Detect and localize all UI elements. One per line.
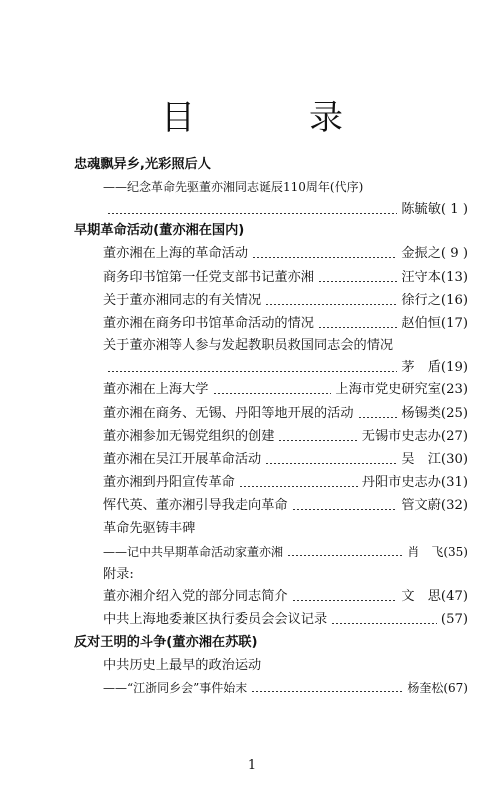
toc-entry-title: ——纪念革命先驱董亦湘同志诞辰110周年(代序): [103, 180, 364, 194]
toc-entry-title: 附录:: [103, 567, 134, 582]
toc-entry-title: 忠魂飘异乡,光彩照后人: [74, 157, 211, 172]
toc-entry: [103, 565, 468, 585]
toc-entry-author-page: 金振之( 9 ): [401, 246, 468, 261]
toc-entry-title: 中共历史上最早的政治运动: [103, 658, 262, 673]
toc-entry-author-page: 无锡市史志办(27): [361, 429, 468, 444]
toc-entry-title: 早期革命活动(董亦湘在国内): [74, 223, 245, 238]
toc-entry: [103, 244, 468, 264]
toc-entry-author-page: 吴 江(30): [401, 452, 468, 467]
toc-entry: [103, 610, 468, 630]
page-number: 1: [247, 758, 257, 773]
toc-entry-title: 董亦湘在上海大学: [103, 382, 209, 397]
toc-entry: [74, 633, 468, 653]
toc-entry-author-page: 丹阳市史志办(31): [361, 475, 468, 490]
toc-entry: [103, 404, 468, 424]
toc-entry-title: 董亦湘在吴江开展革命活动: [103, 452, 262, 467]
toc-entry-author-page: 徐行之(16): [401, 293, 468, 308]
toc-entry: [103, 177, 468, 197]
toc-entry: [103, 678, 468, 698]
toc-entry: [103, 473, 468, 493]
toc-entry: [103, 587, 468, 607]
dot-leader: [252, 257, 397, 258]
toc-entry-title: 董亦湘参加无锡党组织的创建: [103, 429, 275, 444]
toc-entry: [103, 427, 468, 447]
dot-leader: [318, 327, 397, 328]
toc-entry-author-page: 杨锡类(25): [401, 406, 468, 421]
dot-leader: [265, 304, 397, 305]
dot-leader: [107, 213, 397, 214]
dot-leader: [292, 600, 398, 601]
toc-entry-title: 恽代英、董亦湘引导我走向革命: [103, 498, 288, 513]
dot-leader: [265, 463, 397, 464]
dot-leader: [287, 555, 403, 556]
toc-entry: [103, 314, 468, 334]
toc-entry-title: 董亦湘在商务印书馆革命活动的情况: [103, 316, 314, 331]
toc-entry-title: 董亦湘在上海的革命活动: [103, 246, 249, 261]
toc-entry-author-page: 上海市党史研究室(23): [335, 382, 468, 397]
dot-leader: [278, 440, 357, 441]
toc-entry-title: 关于董亦湘同志的有关情况: [103, 293, 262, 308]
toc-entry-author-page: 管文蔚(32): [401, 498, 468, 513]
toc-entry: [103, 380, 468, 400]
toc-entry: [74, 221, 468, 241]
toc-entry-title: 革命先驱铸丰碑: [103, 521, 196, 536]
toc-entry-title: 董亦湘在商务、无锡、丹阳等地开展的活动: [103, 406, 354, 421]
toc-entry: [74, 155, 468, 175]
toc-entry-author-page: (57): [440, 612, 468, 627]
toc-entry: [103, 496, 468, 516]
toc-entry-title: 反对王明的斗争(董亦湘在苏联): [74, 635, 258, 650]
toc-entry-author-page: 文 思(47): [401, 589, 468, 604]
toc-entry-author-page: 汪守本(13): [401, 270, 468, 285]
toc-entry-title: 董亦湘到丹阳宣传革命: [103, 475, 235, 490]
dot-leader: [292, 509, 398, 510]
toc-entry: [103, 268, 468, 288]
toc-entry: [103, 200, 468, 220]
toc-entry: [103, 291, 468, 311]
dot-leader: [239, 486, 358, 487]
toc-entry: [103, 336, 468, 356]
toc-entry-author-page: 茅 盾(19): [401, 360, 468, 375]
toc-entry-title: ——“江浙同乡会”事件始末: [103, 681, 248, 695]
dot-leader: [107, 371, 397, 372]
toc-entry-author-page: 陈毓敏( 1 ): [401, 202, 468, 217]
toc-entry: [103, 656, 468, 676]
toc-entry: [103, 519, 468, 539]
dot-leader: [318, 281, 397, 282]
toc-entry-title: 董亦湘介绍入党的部分同志简介: [103, 589, 288, 604]
toc-entry-title: ——记中共早期革命活动家董亦湘: [103, 545, 284, 559]
toc-entry-title: 商务印书馆第一任党支部书记董亦湘: [103, 270, 314, 285]
toc-entry: [103, 542, 468, 562]
toc-entry: [103, 358, 468, 378]
toc-entry-author-page: 肖 飞(35): [407, 545, 468, 559]
toc-entry-title: 中共上海地委兼区执行委员会会议记录: [103, 612, 328, 627]
dot-leader: [213, 393, 332, 394]
dot-leader: [251, 691, 403, 692]
toc-entry-author-page: 赵伯恒(17): [401, 316, 468, 331]
page-title: 目 录: [161, 98, 383, 138]
toc-entry-title: 关于董亦湘等人参与发起教职员救国同志会的情况: [103, 338, 394, 353]
dot-leader: [358, 417, 398, 418]
toc-entry-author-page: 杨奎松(67): [407, 681, 468, 695]
toc-entry: [103, 450, 468, 470]
dot-leader: [331, 623, 437, 624]
